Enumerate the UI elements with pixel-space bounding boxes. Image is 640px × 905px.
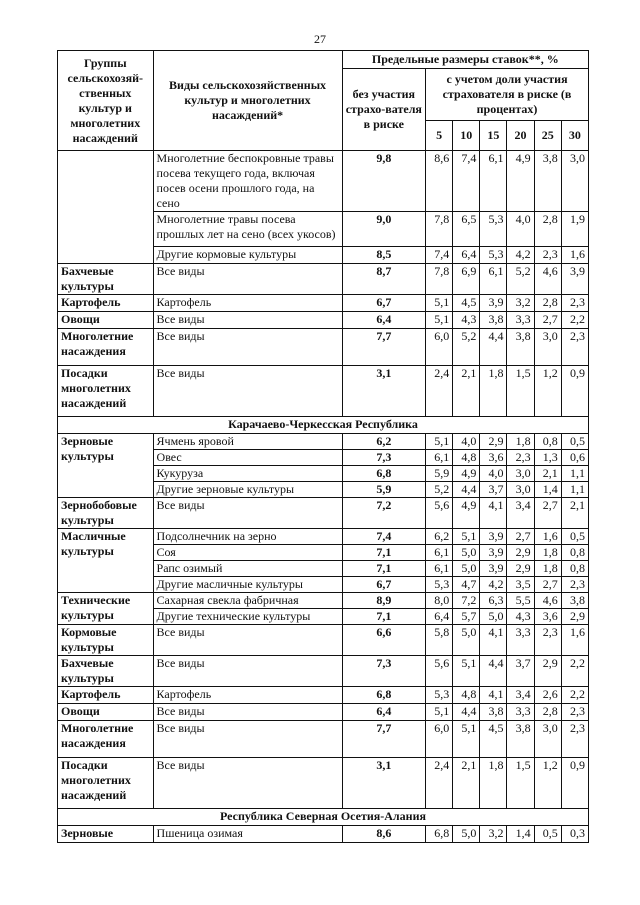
header-base: без участия страхо-вателя в риске — [342, 69, 425, 151]
share-rate-cell: 5,7 — [453, 609, 480, 625]
share-rate-cell: 4,2 — [480, 577, 507, 593]
share-rate-cell: 5,1 — [453, 529, 480, 545]
share-rate-cell: 7,8 — [426, 212, 453, 247]
crop-cell: Все виды — [153, 758, 342, 809]
share-rate-cell: 2,3 — [561, 577, 588, 593]
base-rate-cell: 8,7 — [342, 264, 425, 295]
share-rate-cell: 5,1 — [426, 312, 453, 329]
share-rate-cell: 1,5 — [507, 366, 534, 417]
share-rate-cell: 2,4 — [426, 366, 453, 417]
base-rate-cell: 7,3 — [342, 656, 425, 687]
base-rate-cell: 5,9 — [342, 482, 425, 498]
share-rate-cell: 1,8 — [480, 366, 507, 417]
table-row — [58, 687, 589, 704]
table-row — [58, 625, 589, 656]
share-rate-cell: 5,6 — [426, 498, 453, 529]
group-cell: Технические культуры — [58, 593, 154, 625]
group-cell: Бахчевые культуры — [58, 656, 154, 687]
share-rate-cell: 6,5 — [453, 212, 480, 247]
group-cell — [58, 151, 154, 264]
share-rate-cell: 4,1 — [480, 498, 507, 529]
share-rate-cell: 2,7 — [507, 529, 534, 545]
share-rate-cell: 0,9 — [561, 366, 588, 417]
share-rate-cell: 1,2 — [534, 758, 561, 809]
share-rate-cell: 4,7 — [453, 577, 480, 593]
group-cell: Зерновые культуры — [58, 434, 154, 498]
base-rate-cell: 7,1 — [342, 545, 425, 561]
header-share-10: 10 — [453, 121, 480, 151]
share-rate-cell: 0,8 — [561, 545, 588, 561]
region-title: Республика Северная Осетия-Алания — [58, 809, 589, 826]
share-rate-cell: 6,4 — [453, 247, 480, 264]
header-crops: Виды сельскохозяйственных культур и многолетних насаждений* — [153, 51, 342, 151]
table-row — [58, 529, 589, 545]
share-rate-cell: 5,1 — [426, 434, 453, 450]
share-rate-cell: 3,0 — [561, 151, 588, 212]
crop-cell: Все виды — [153, 366, 342, 417]
table-row — [58, 329, 589, 366]
insurance-rates-table — [57, 50, 589, 843]
share-rate-cell: 1,1 — [561, 466, 588, 482]
share-rate-cell: 1,4 — [534, 482, 561, 498]
share-rate-cell: 5,1 — [426, 295, 453, 312]
crop-cell: Другие масличные культуры — [153, 577, 342, 593]
share-rate-cell: 0,9 — [561, 758, 588, 809]
share-rate-cell: 2,3 — [507, 450, 534, 466]
share-rate-cell: 1,8 — [534, 561, 561, 577]
share-rate-cell: 4,4 — [480, 656, 507, 687]
share-rate-cell: 6,0 — [426, 721, 453, 758]
base-rate-cell: 9,8 — [342, 151, 425, 212]
share-rate-cell: 1,5 — [507, 758, 534, 809]
share-rate-cell: 3,2 — [480, 826, 507, 843]
crop-cell: Все виды — [153, 704, 342, 721]
crop-cell: Все виды — [153, 312, 342, 329]
crop-cell: Подсолнечник на зерно — [153, 529, 342, 545]
share-rate-cell: 5,2 — [453, 329, 480, 366]
share-rate-cell: 7,4 — [453, 151, 480, 212]
group-cell: Овощи — [58, 704, 154, 721]
group-cell: Зернобобовые культуры — [58, 498, 154, 529]
share-rate-cell: 3,9 — [561, 264, 588, 295]
share-rate-cell: 7,2 — [453, 593, 480, 609]
share-rate-cell: 4,2 — [507, 247, 534, 264]
share-rate-cell: 4,1 — [480, 687, 507, 704]
base-rate-cell: 6,2 — [342, 434, 425, 450]
page-number: 27 — [314, 32, 326, 46]
base-rate-cell: 7,3 — [342, 450, 425, 466]
share-rate-cell: 3,8 — [480, 312, 507, 329]
share-rate-cell: 1,8 — [534, 545, 561, 561]
share-rate-cell: 5,0 — [453, 625, 480, 656]
crop-cell: Картофель — [153, 687, 342, 704]
share-rate-cell: 0,8 — [561, 561, 588, 577]
share-rate-cell: 0,3 — [561, 826, 588, 843]
share-rate-cell: 2,1 — [453, 366, 480, 417]
share-rate-cell: 3,8 — [507, 329, 534, 366]
share-rate-cell: 3,0 — [534, 721, 561, 758]
base-rate-cell: 8,6 — [342, 826, 425, 843]
share-rate-cell: 2,2 — [561, 656, 588, 687]
share-rate-cell: 3,7 — [480, 482, 507, 498]
base-rate-cell: 7,7 — [342, 329, 425, 366]
share-rate-cell: 1,4 — [507, 826, 534, 843]
share-rate-cell: 2,3 — [561, 721, 588, 758]
table-row — [58, 151, 589, 212]
share-rate-cell: 3,8 — [480, 704, 507, 721]
share-rate-cell: 4,0 — [480, 466, 507, 482]
share-rate-cell: 3,8 — [561, 593, 588, 609]
share-rate-cell: 2,9 — [507, 545, 534, 561]
share-rate-cell: 1,8 — [507, 434, 534, 450]
share-rate-cell: 4,0 — [453, 434, 480, 450]
region-row — [58, 809, 589, 826]
base-rate-cell: 8,5 — [342, 247, 425, 264]
crop-cell: Другие зерновые культуры — [153, 482, 342, 498]
share-rate-cell: 5,0 — [453, 826, 480, 843]
crop-cell: Все виды — [153, 656, 342, 687]
share-rate-cell: 0,8 — [534, 434, 561, 450]
share-rate-cell: 3,3 — [507, 704, 534, 721]
crop-cell: Другие технические культуры — [153, 609, 342, 625]
base-rate-cell: 6,8 — [342, 687, 425, 704]
share-rate-cell: 2,1 — [453, 758, 480, 809]
base-rate-cell: 3,1 — [342, 758, 425, 809]
base-rate-cell: 7,1 — [342, 609, 425, 625]
crop-cell: Сахарная свекла фабричная — [153, 593, 342, 609]
table-row — [58, 704, 589, 721]
share-rate-cell: 0,5 — [561, 529, 588, 545]
crop-cell: Кукуруза — [153, 466, 342, 482]
share-rate-cell: 2,3 — [561, 329, 588, 366]
table-row — [58, 366, 589, 417]
share-rate-cell: 2,1 — [534, 466, 561, 482]
share-rate-cell: 3,4 — [507, 498, 534, 529]
base-rate-cell: 7,4 — [342, 529, 425, 545]
table-row — [58, 295, 589, 312]
header-groups: Группы сельскохозяй-ственных культур и многолетних насаждений — [58, 51, 154, 151]
share-rate-cell: 3,6 — [480, 450, 507, 466]
share-rate-cell: 4,4 — [453, 482, 480, 498]
share-rate-cell: 5,6 — [426, 656, 453, 687]
header-share-30: 30 — [561, 121, 588, 151]
share-rate-cell: 2,3 — [534, 247, 561, 264]
share-rate-cell: 4,9 — [507, 151, 534, 212]
share-rate-cell: 4,0 — [507, 212, 534, 247]
group-cell: Многолетние насаждения — [58, 329, 154, 366]
share-rate-cell: 2,9 — [507, 561, 534, 577]
table-row — [58, 312, 589, 329]
header-share-20: 20 — [507, 121, 534, 151]
crop-cell: Ячмень яровой — [153, 434, 342, 450]
share-rate-cell: 1,1 — [561, 482, 588, 498]
share-rate-cell: 1,8 — [480, 758, 507, 809]
group-cell: Кормовые культуры — [58, 625, 154, 656]
share-rate-cell: 3,8 — [534, 151, 561, 212]
share-rate-cell: 4,4 — [453, 704, 480, 721]
share-rate-cell: 7,4 — [426, 247, 453, 264]
group-cell: Многолетние насаждения — [58, 721, 154, 758]
header-share: с учетом доли участия страхователя в риске (в процентах) — [426, 69, 589, 121]
base-rate-cell: 6,4 — [342, 312, 425, 329]
table-row — [58, 656, 589, 687]
crop-cell: Все виды — [153, 721, 342, 758]
share-rate-cell: 2,3 — [561, 704, 588, 721]
share-rate-cell: 5,0 — [453, 545, 480, 561]
share-rate-cell: 4,1 — [480, 625, 507, 656]
group-cell: Картофель — [58, 687, 154, 704]
crop-cell: Картофель — [153, 295, 342, 312]
group-cell: Посадки многолетних насаждений — [58, 366, 154, 417]
share-rate-cell: 8,6 — [426, 151, 453, 212]
share-rate-cell: 2,7 — [534, 577, 561, 593]
base-rate-cell: 6,4 — [342, 704, 425, 721]
share-rate-cell: 6,1 — [426, 545, 453, 561]
share-rate-cell: 3,4 — [507, 687, 534, 704]
share-rate-cell: 4,3 — [507, 609, 534, 625]
group-cell: Зерновые — [58, 826, 154, 843]
share-rate-cell: 0,6 — [561, 450, 588, 466]
base-rate-cell: 6,6 — [342, 625, 425, 656]
table-row — [58, 498, 589, 529]
share-rate-cell: 5,9 — [426, 466, 453, 482]
share-rate-cell: 1,9 — [561, 212, 588, 247]
share-rate-cell: 5,2 — [426, 482, 453, 498]
share-rate-cell: 2,8 — [534, 295, 561, 312]
share-rate-cell: 6,4 — [426, 609, 453, 625]
share-rate-cell: 1,6 — [534, 529, 561, 545]
share-rate-cell: 8,0 — [426, 593, 453, 609]
share-rate-cell: 6,3 — [480, 593, 507, 609]
share-rate-cell: 4,5 — [480, 721, 507, 758]
share-rate-cell: 3,0 — [507, 466, 534, 482]
base-rate-cell: 6,7 — [342, 577, 425, 593]
share-rate-cell: 3,7 — [507, 656, 534, 687]
base-rate-cell: 7,2 — [342, 498, 425, 529]
share-rate-cell: 2,8 — [534, 212, 561, 247]
base-rate-cell: 8,9 — [342, 593, 425, 609]
share-rate-cell: 4,3 — [453, 312, 480, 329]
share-rate-cell: 2,9 — [480, 434, 507, 450]
share-rate-cell: 2,3 — [561, 295, 588, 312]
group-cell: Посадки многолетних насаждений — [58, 758, 154, 809]
share-rate-cell: 2,2 — [561, 687, 588, 704]
crop-cell: Все виды — [153, 498, 342, 529]
share-rate-cell: 3,6 — [534, 609, 561, 625]
share-rate-cell: 2,2 — [561, 312, 588, 329]
base-rate-cell: 7,1 — [342, 561, 425, 577]
crop-cell: Соя — [153, 545, 342, 561]
share-rate-cell: 3,9 — [480, 295, 507, 312]
share-rate-cell: 4,9 — [453, 466, 480, 482]
share-rate-cell: 1,6 — [561, 247, 588, 264]
header-share-25: 25 — [534, 121, 561, 151]
share-rate-cell: 2,1 — [561, 498, 588, 529]
crop-cell: Все виды — [153, 329, 342, 366]
crop-cell: Все виды — [153, 264, 342, 295]
share-rate-cell: 1,2 — [534, 366, 561, 417]
crop-cell: Многолетние беспокровные травы посева текущего года, включая посев осени прошлого года, на сено — [153, 151, 342, 212]
share-rate-cell: 3,9 — [480, 529, 507, 545]
table-row — [58, 721, 589, 758]
share-rate-cell: 5,3 — [426, 687, 453, 704]
share-rate-cell: 6,9 — [453, 264, 480, 295]
share-rate-cell: 1,6 — [561, 625, 588, 656]
share-rate-cell: 6,1 — [480, 151, 507, 212]
share-rate-cell: 3,0 — [507, 482, 534, 498]
base-rate-cell: 7,7 — [342, 721, 425, 758]
share-rate-cell: 5,1 — [453, 656, 480, 687]
crop-cell: Овес — [153, 450, 342, 466]
base-rate-cell: 6,8 — [342, 466, 425, 482]
share-rate-cell: 2,8 — [534, 704, 561, 721]
share-rate-cell: 2,7 — [534, 498, 561, 529]
crop-cell: Многолетние травы посева прошлых лет на сено (всех укосов) — [153, 212, 342, 247]
share-rate-cell: 5,0 — [480, 609, 507, 625]
share-rate-cell: 6,2 — [426, 529, 453, 545]
table-row — [58, 434, 589, 450]
header-limits: Предельные размеры ставок**, % — [342, 51, 588, 69]
crop-cell: Пшеница озимая — [153, 826, 342, 843]
share-rate-cell: 6,1 — [480, 264, 507, 295]
table-row — [58, 758, 589, 809]
table-row — [58, 593, 589, 609]
base-rate-cell: 9,0 — [342, 212, 425, 247]
group-cell: Овощи — [58, 312, 154, 329]
share-rate-cell: 3,3 — [507, 625, 534, 656]
share-rate-cell: 2,3 — [534, 625, 561, 656]
table-row — [58, 264, 589, 295]
share-rate-cell: 2,9 — [534, 656, 561, 687]
share-rate-cell: 5,3 — [426, 577, 453, 593]
share-rate-cell: 1,3 — [534, 450, 561, 466]
share-rate-cell: 5,3 — [480, 212, 507, 247]
share-rate-cell: 0,5 — [534, 826, 561, 843]
share-rate-cell: 3,9 — [480, 545, 507, 561]
share-rate-cell: 2,9 — [561, 609, 588, 625]
share-rate-cell: 5,0 — [453, 561, 480, 577]
share-rate-cell: 5,1 — [426, 704, 453, 721]
crop-cell: Другие кормовые культуры — [153, 247, 342, 264]
share-rate-cell: 3,3 — [507, 312, 534, 329]
crop-cell: Рапс озимый — [153, 561, 342, 577]
share-rate-cell: 2,7 — [534, 312, 561, 329]
header-share-15: 15 — [480, 121, 507, 151]
header-share-5: 5 — [426, 121, 453, 151]
share-rate-cell: 6,1 — [426, 561, 453, 577]
share-rate-cell: 4,9 — [453, 498, 480, 529]
crop-cell: Все виды — [153, 625, 342, 656]
share-rate-cell: 3,5 — [507, 577, 534, 593]
share-rate-cell: 3,0 — [534, 329, 561, 366]
share-rate-cell: 3,2 — [507, 295, 534, 312]
share-rate-cell: 2,6 — [534, 687, 561, 704]
group-cell: Картофель — [58, 295, 154, 312]
share-rate-cell: 6,1 — [426, 450, 453, 466]
share-rate-cell: 4,8 — [453, 450, 480, 466]
share-rate-cell: 3,8 — [507, 721, 534, 758]
share-rate-cell: 4,4 — [480, 329, 507, 366]
share-rate-cell: 5,8 — [426, 625, 453, 656]
share-rate-cell: 7,8 — [426, 264, 453, 295]
share-rate-cell: 4,8 — [453, 687, 480, 704]
table-row — [58, 826, 589, 843]
share-rate-cell: 5,3 — [480, 247, 507, 264]
share-rate-cell: 5,2 — [507, 264, 534, 295]
share-rate-cell: 6,8 — [426, 826, 453, 843]
share-rate-cell: 2,4 — [426, 758, 453, 809]
base-rate-cell: 6,7 — [342, 295, 425, 312]
group-cell: Бахчевые культуры — [58, 264, 154, 295]
share-rate-cell: 5,5 — [507, 593, 534, 609]
share-rate-cell: 6,0 — [426, 329, 453, 366]
group-cell: Масличные культуры — [58, 529, 154, 593]
share-rate-cell: 4,6 — [534, 264, 561, 295]
base-rate-cell: 3,1 — [342, 366, 425, 417]
region-row — [58, 417, 589, 434]
share-rate-cell: 4,6 — [534, 593, 561, 609]
region-title: Карачаево-Черкесская Республика — [58, 417, 589, 434]
share-rate-cell: 5,1 — [453, 721, 480, 758]
share-rate-cell: 3,9 — [480, 561, 507, 577]
share-rate-cell: 4,5 — [453, 295, 480, 312]
table-body — [58, 151, 589, 843]
share-rate-cell: 0,5 — [561, 434, 588, 450]
